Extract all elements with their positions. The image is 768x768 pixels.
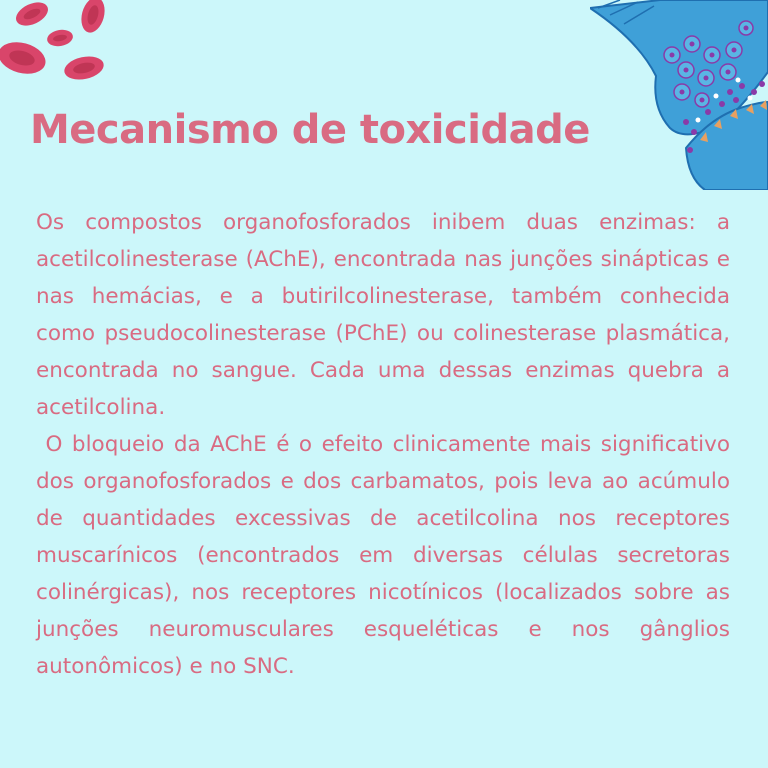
page-title: Mecanismo de toxicidade — [30, 107, 590, 153]
paragraph-1: Os compostos organofosforados inibem duas enzimas: a acetilcolinesterase (AChE), encontrada nas junções sinápticas e nas hemácias, e a butirilcolinesterase, também conhecida como pseudocolinesterase (PChE) ou colinesterase plasmática, encontrada no sangue. Cada uma dessas enzimas quebra a acetilcolina. — [36, 210, 730, 420]
body-text — [36, 204, 737, 685]
red-blood-cells-icon — [0, 0, 120, 90]
synapse-neuron-icon — [590, 0, 768, 190]
paragraph-2: O bloqueio da AChE é o efeito clinicamente mais significativo dos organofosforados e dos carbamatos, pois leva ao acúmulo de quantidades excessivas de acetilcolina nos receptores muscarínicos (encontrados em diversas células secretoras colinérgicas), nos receptores nicotínicos (localizados sobre as junções neuromusculares esqueléticas e nos gânglios autonômicos) e no SNC. — [36, 432, 737, 679]
